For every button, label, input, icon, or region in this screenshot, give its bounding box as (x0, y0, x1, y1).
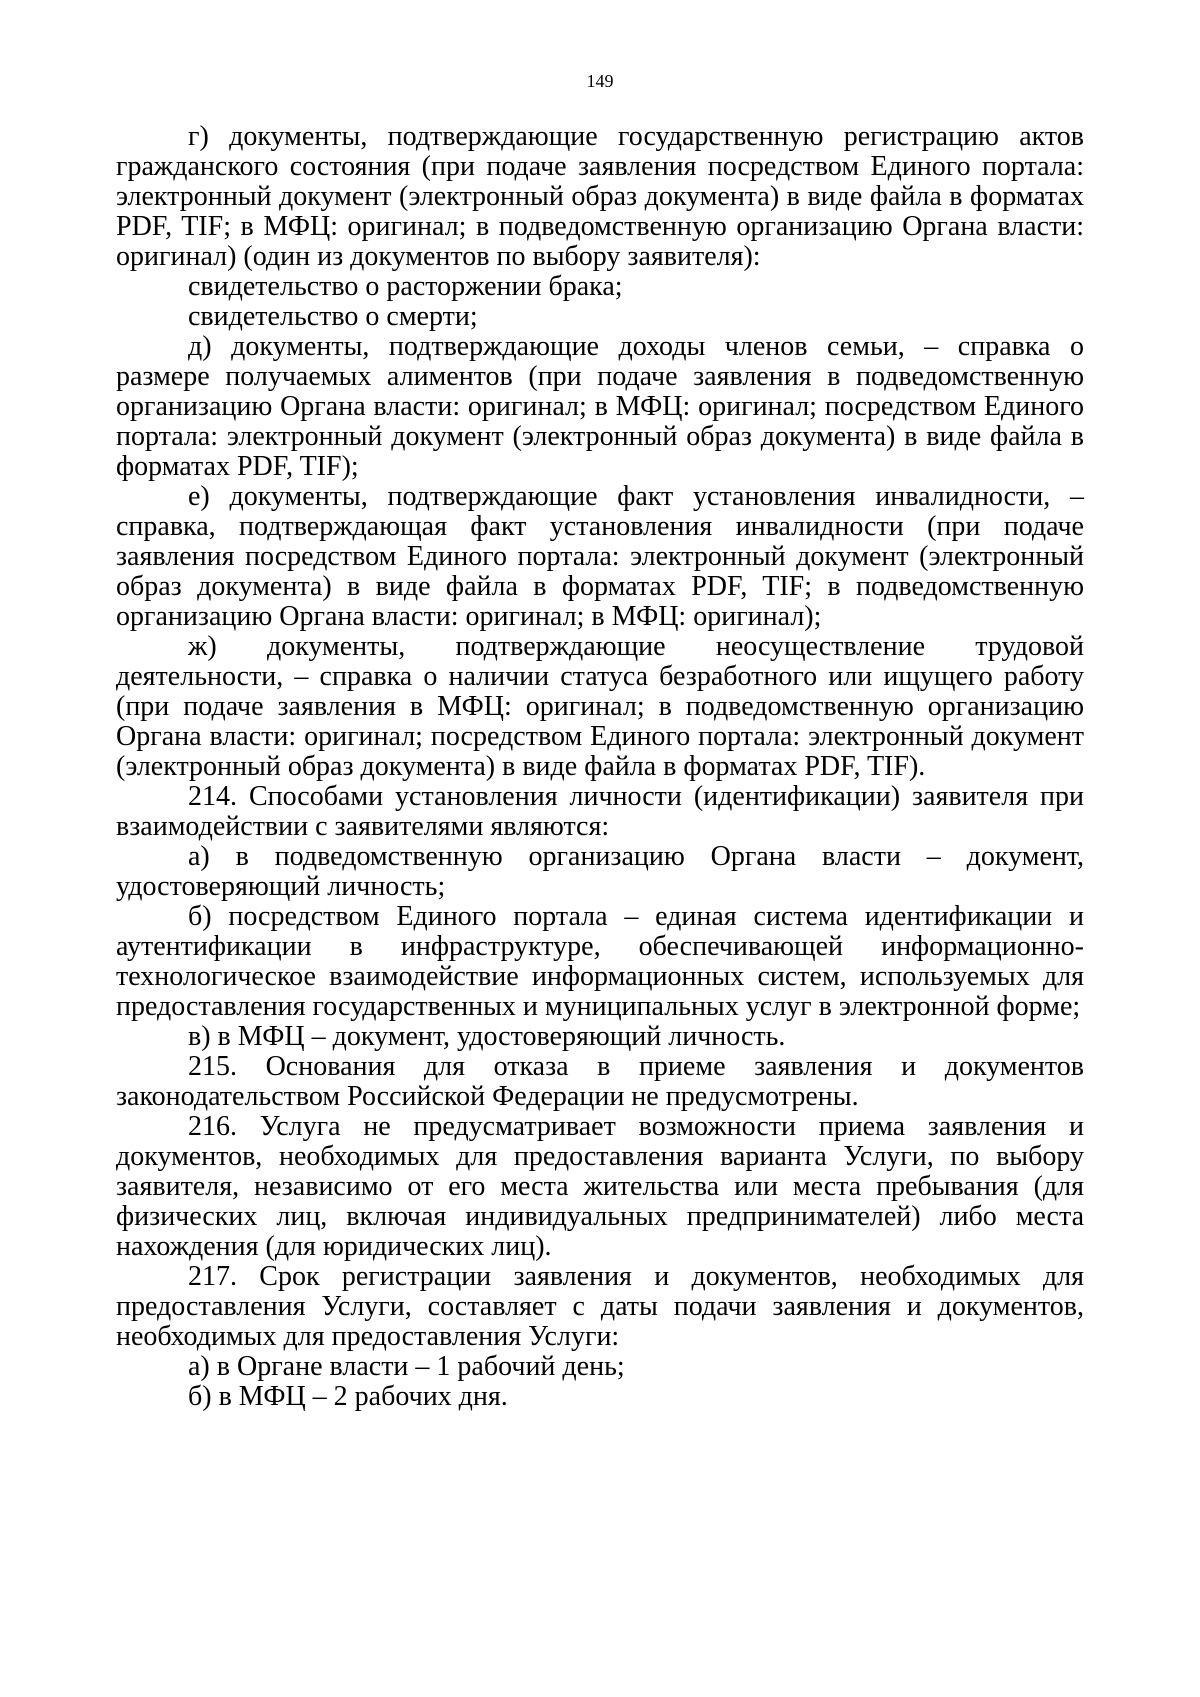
paragraph-215-refusal-grounds: 215. Основания для отказа в приеме заявления и документов законодательством Российской Федерации не предусмотрены. (116, 1051, 1084, 1112)
paragraph-death-certificate: свидетельство о смерти; (188, 301, 478, 332)
document-body (116, 122, 1084, 1412)
paragraph-214-identification-methods: 214. Способами установления личности (идентификации) заявителя при взаимодействии с заявителями являются: (116, 781, 1084, 842)
paragraph-zh-unemployment-documents: ж) документы, подтверждающие неосуществление трудовой деятельности, – справка о наличии статуса безработного или ищущего работу (при подаче заявления в МФЦ: оригинал; в подведомственную организацию Органа власти: оригинал; посредством Единого портала: электронный документ (электронный образ документа) в виде файла в форматах PDF, TIF). (116, 631, 1084, 782)
paragraph-divorce-certificate: свидетельство о расторжении брака; (188, 271, 623, 302)
paragraph-d-family-income-documents: д) документы, подтверждающие доходы членов семьи, – справка о размере получаемых алиментов (при подаче заявления в подведомственную организацию Органа власти: оригинал; в МФЦ: оригинал; посредством Единого портала: электронный документ (электронный образ документа) в виде файла в форматах PDF, TIF); (116, 331, 1084, 482)
paragraph-214-v: в) в МФЦ – документ, удостоверяющий личность. (188, 1021, 786, 1052)
paragraph-217-a: а) в Органе власти – 1 рабочий день; (188, 1351, 625, 1382)
page-number: 149 (586, 71, 614, 91)
paragraph-216-extraterritorial: 216. Услуга не предусматривает возможности приема заявления и документов, необходимых для предоставления варианта Услуги, по выбору заявителя, независимо от его места жительства или места пребывания (для физических лиц, включая индивидуальных предпринимателей) либо места нахождения (для юридических лиц). (116, 1111, 1084, 1262)
paragraph-214-a: а) в подведомственную организацию Органа власти – документ, удостоверяющий личность; (116, 841, 1084, 902)
paragraph-e-disability-documents: е) документы, подтверждающие факт установления инвалидности, – справка, подтверждающая факт установления инвалидности (при подаче заявления посредством Единого портала: электронный документ (электронный образ документа) в виде файла в форматах PDF, TIF; в подведомственную организацию Органа власти: оригинал; в МФЦ: оригинал); (116, 481, 1084, 632)
paragraph-217-registration-term: 217. Срок регистрации заявления и документов, необходимых для предоставления Услуги, составляет с даты подачи заявления и документов, необходимых для предоставления Услуги: (116, 1261, 1084, 1352)
paragraph-g-civil-status-documents: г) документы, подтверждающие государственную регистрацию актов гражданского состояния (при подаче заявления посредством Единого портала: электронный документ (электронный образ документа) в виде файла в форматах PDF, TIF; в МФЦ: оригинал; в подведомственную организацию Органа власти: оригинал) (один из документов по выбору заявителя): (116, 121, 1084, 272)
paragraph-214-b: б) посредством Единого портала – единая система идентификации и аутентификации в инфраструктуре, обеспечивающей информационно-технологическое взаимодействие информационных систем, используемых для предоставления государственных и муниципальных услуг в электронной форме; (116, 901, 1084, 1022)
paragraph-217-b: б) в МФЦ – 2 рабочих дня. (188, 1381, 508, 1412)
